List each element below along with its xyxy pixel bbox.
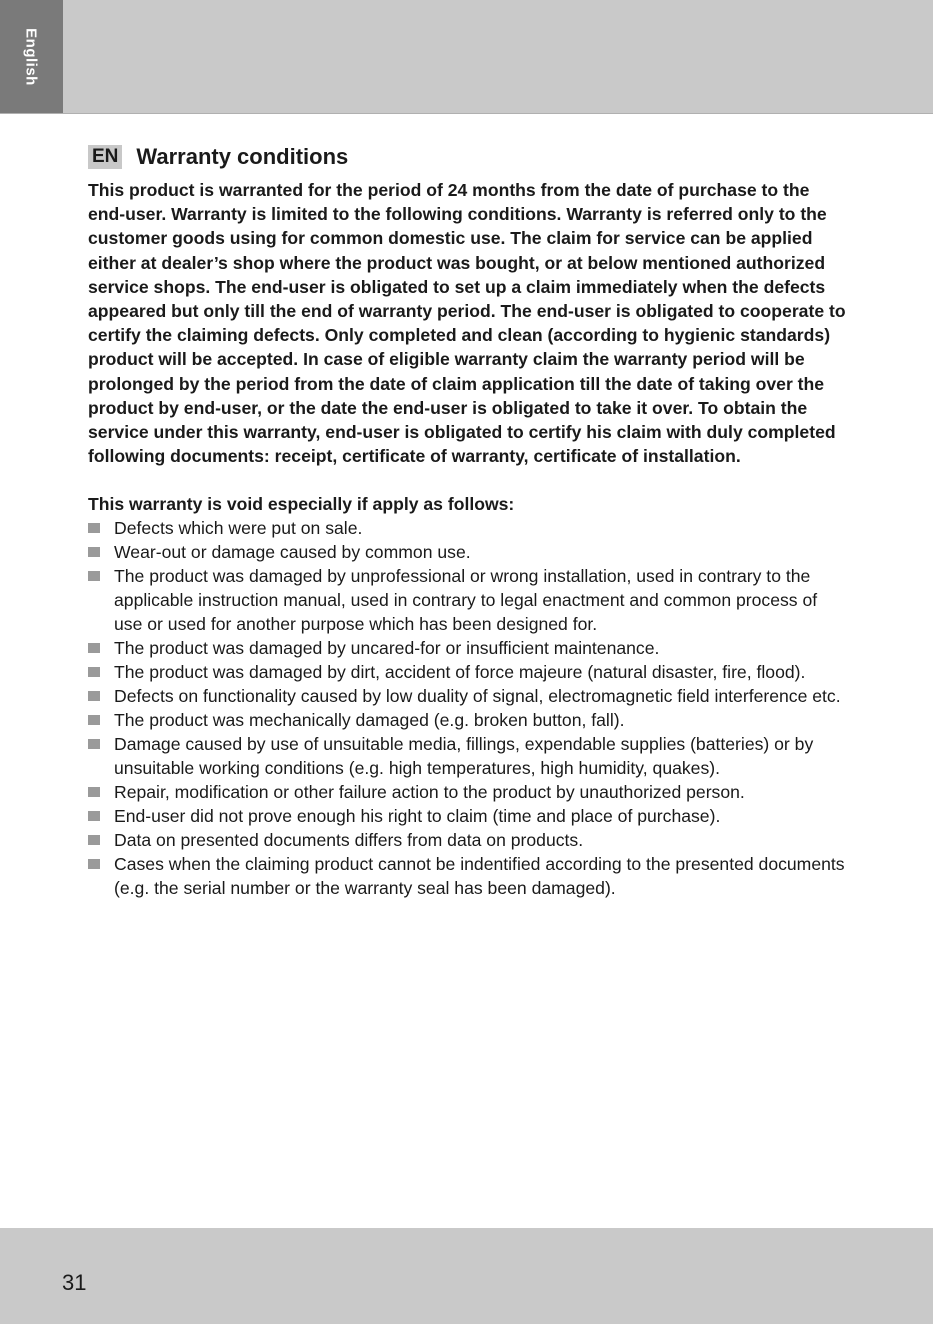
language-tab-label: English: [22, 28, 40, 86]
list-item: [88, 732, 848, 780]
square-bullet-icon: [88, 643, 100, 653]
list-item: [88, 564, 848, 636]
list-item-text: Wear-out or damage caused by common use.: [114, 542, 471, 563]
list-item-text: Defects which were put on sale.: [114, 518, 363, 539]
square-bullet-icon: [88, 571, 100, 581]
header-band: [0, 0, 933, 114]
square-bullet-icon: [88, 523, 100, 533]
section-title: Warranty conditions: [136, 144, 349, 169]
list-item: [88, 780, 848, 804]
list-item-text: The product was damaged by unprofessional or wrong installation, used in contrary to the applicable instruction manual, used in contrary to legal enactment and common process of use or used for another purpose which has been designed for.: [114, 566, 818, 635]
list-item: [88, 684, 848, 708]
list-item-text: Defects on functionality caused by low duality of signal, electromagnetic field interference etc.: [114, 686, 841, 707]
void-conditions-title: This warranty is void especially if apply as follows:: [88, 494, 515, 515]
square-bullet-icon: [88, 667, 100, 677]
warranty-intro-paragraph: This product is warranted for the period of 24 months from the date of purchase to the end-user. Warranty is limited to the following conditions. Warranty is referred only to the customer goods using for common domestic use. The claim for service can be applied either at dealer’s shop where the product was bought, or at below mentioned authorized service shops. The end-user is obligated to set up a claim immediately when the defects appeared but only till the end of warranty period. The end-user is obligated to cooperate to certify the claiming defects. Only completed and clean (according to hygienic standards) product will be accepted. In case of eligible warranty claim the warranty period will be prolonged by the period from the date of claim application till the date of taking over the product by end-user, or the date the end-user is obligated to take it over. To obtain the service under this warranty, end-user is obligated to certify his claim with duly completed following documents: receipt, certificate of warranty, certificate of installation.: [88, 180, 846, 467]
list-item-text: The product was mechanically damaged (e.g. broken button, fall).: [114, 710, 625, 731]
list-item: [88, 708, 848, 732]
list-item-text: The product was damaged by dirt, accident of force majeure (natural disaster, fire, flood).: [114, 662, 806, 683]
list-item: [88, 636, 848, 660]
square-bullet-icon: [88, 859, 100, 869]
list-item-text: Damage caused by use of unsuitable media, fillings, expendable supplies (batteries) or by unsuitable working conditions (e.g. high temperatures, high humidity, quakes).: [114, 734, 814, 779]
list-item: [88, 516, 848, 540]
list-item-text: Cases when the claiming product cannot be indentified according to the presented documents (e.g. the serial number or the warranty seal has been damaged).: [114, 854, 845, 899]
list-item: [88, 852, 848, 900]
list-item-text: End-user did not prove enough his right to claim (time and place of purchase).: [114, 806, 721, 827]
page-number: 31: [62, 1270, 87, 1295]
square-bullet-icon: [88, 739, 100, 749]
list-item: [88, 660, 848, 684]
list-item-text: Repair, modification or other failure action to the product by unauthorized person.: [114, 782, 745, 803]
footer-band: [0, 1228, 933, 1324]
list-item: [88, 540, 848, 564]
square-bullet-icon: [88, 691, 100, 701]
square-bullet-icon: [88, 547, 100, 557]
square-bullet-icon: [88, 715, 100, 725]
section-heading-row: [88, 142, 848, 172]
list-item: [88, 804, 848, 828]
language-badge: EN: [88, 145, 122, 169]
list-item-text: Data on presented documents differs from data on products.: [114, 830, 584, 851]
warranty-section: [88, 142, 848, 900]
list-item-text: The product was damaged by uncared-for or insufficient maintenance.: [114, 638, 660, 659]
square-bullet-icon: [88, 835, 100, 845]
void-conditions-list: [88, 516, 848, 900]
square-bullet-icon: [88, 787, 100, 797]
language-tab: [0, 0, 63, 113]
list-item: [88, 828, 848, 852]
square-bullet-icon: [88, 811, 100, 821]
